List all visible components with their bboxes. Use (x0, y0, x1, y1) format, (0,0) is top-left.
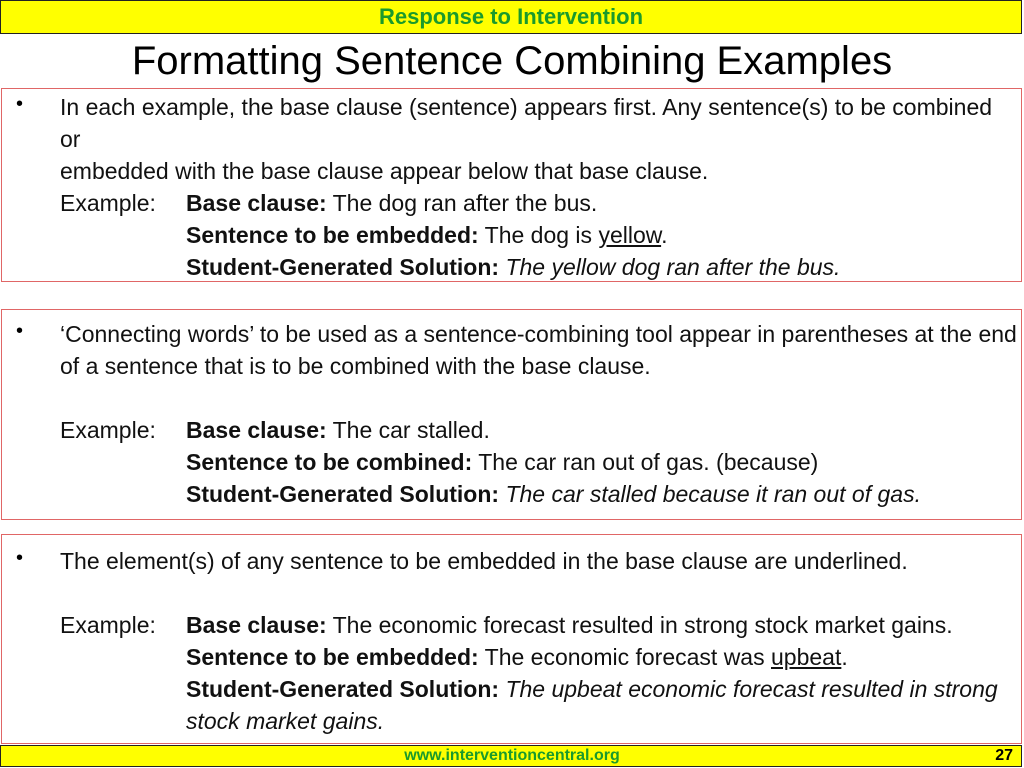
base-clause-text: The economic forecast resulted in strong stock market gains. (326, 612, 953, 638)
underlined-element: upbeat (771, 644, 842, 670)
intro-line: of a sentence that is to be combined with the base clause. (60, 353, 651, 379)
page-number: 27 (995, 747, 1013, 764)
solution-line (186, 478, 1017, 510)
intro-line: The element(s) of any sentence to be embedded in the base clause are underlined. (60, 548, 908, 574)
intro-line: embedded with the base clause appear below that base clause. (60, 158, 709, 184)
combined-sentence-line (186, 446, 1017, 478)
embedded-sentence-label: Sentence to be embedded: (186, 222, 479, 248)
bullet-icon: • (16, 547, 24, 569)
embedded-sentence-text: The economic forecast was (478, 644, 771, 670)
example-lines (186, 609, 1017, 737)
footer-url: www.interventioncentral.org (404, 747, 620, 764)
example-label: Example: (60, 612, 156, 638)
footer-bar (0, 745, 1022, 767)
section-panel-1 (1, 88, 1022, 282)
example-label: Example: (60, 190, 156, 216)
solution-text: The upbeat economic forecast resulted in strong (499, 676, 998, 702)
section-intro (60, 91, 1017, 187)
underlined-element: yellow (598, 222, 662, 248)
solution-line-continued (186, 705, 1017, 737)
embedded-sentence-line (186, 641, 1017, 673)
base-clause-label: Base clause: (186, 417, 327, 443)
section-panel-3 (1, 534, 1022, 744)
header-bar (0, 0, 1022, 34)
section-panel-2 (1, 309, 1022, 520)
solution-label: Student-Generated Solution: (186, 676, 500, 702)
base-clause-text: The car stalled. (326, 417, 490, 443)
embedded-sentence-label: Sentence to be embedded: (186, 644, 479, 670)
solution-text: The yellow dog ran after the bus. (499, 254, 841, 280)
embedded-sentence-line (186, 219, 1017, 251)
base-clause-label: Base clause: (186, 190, 327, 216)
bullet-icon: • (16, 93, 24, 115)
section-intro (60, 545, 1017, 577)
combined-sentence-text: The car ran out of gas. (because) (472, 449, 819, 475)
intro-line: ‘Connecting words’ to be used as a sentence-combining tool appear in parentheses at the end (60, 321, 1017, 347)
embedded-sentence-text: The dog is (478, 222, 599, 248)
base-clause-label: Base clause: (186, 612, 327, 638)
embedded-sentence-end: . (841, 644, 848, 670)
base-clause-line (186, 609, 1017, 641)
header-title: Response to Intervention (378, 4, 644, 29)
solution-label: Student-Generated Solution: (186, 254, 500, 280)
page-title: Formatting Sentence Combining Examples (131, 39, 893, 83)
base-clause-text: The dog ran after the bus. (326, 190, 598, 216)
base-clause-line (186, 414, 1017, 446)
base-clause-line (186, 187, 1017, 219)
embedded-sentence-end: . (661, 222, 668, 248)
solution-text: The car stalled because it ran out of gas. (499, 481, 921, 507)
combined-sentence-label: Sentence to be combined: (186, 449, 473, 475)
solution-line (186, 673, 1017, 705)
bullet-icon: • (16, 320, 24, 342)
example-lines (186, 414, 1017, 510)
example-lines (186, 187, 1017, 283)
solution-text-continued: stock market gains. (186, 708, 385, 734)
solution-label: Student-Generated Solution: (186, 481, 500, 507)
intro-line: In each example, the base clause (sentence) appears first. Any sentence(s) to be combined or (60, 94, 993, 152)
solution-line (186, 251, 1017, 283)
example-label: Example: (60, 417, 156, 443)
section-intro (60, 318, 1017, 382)
